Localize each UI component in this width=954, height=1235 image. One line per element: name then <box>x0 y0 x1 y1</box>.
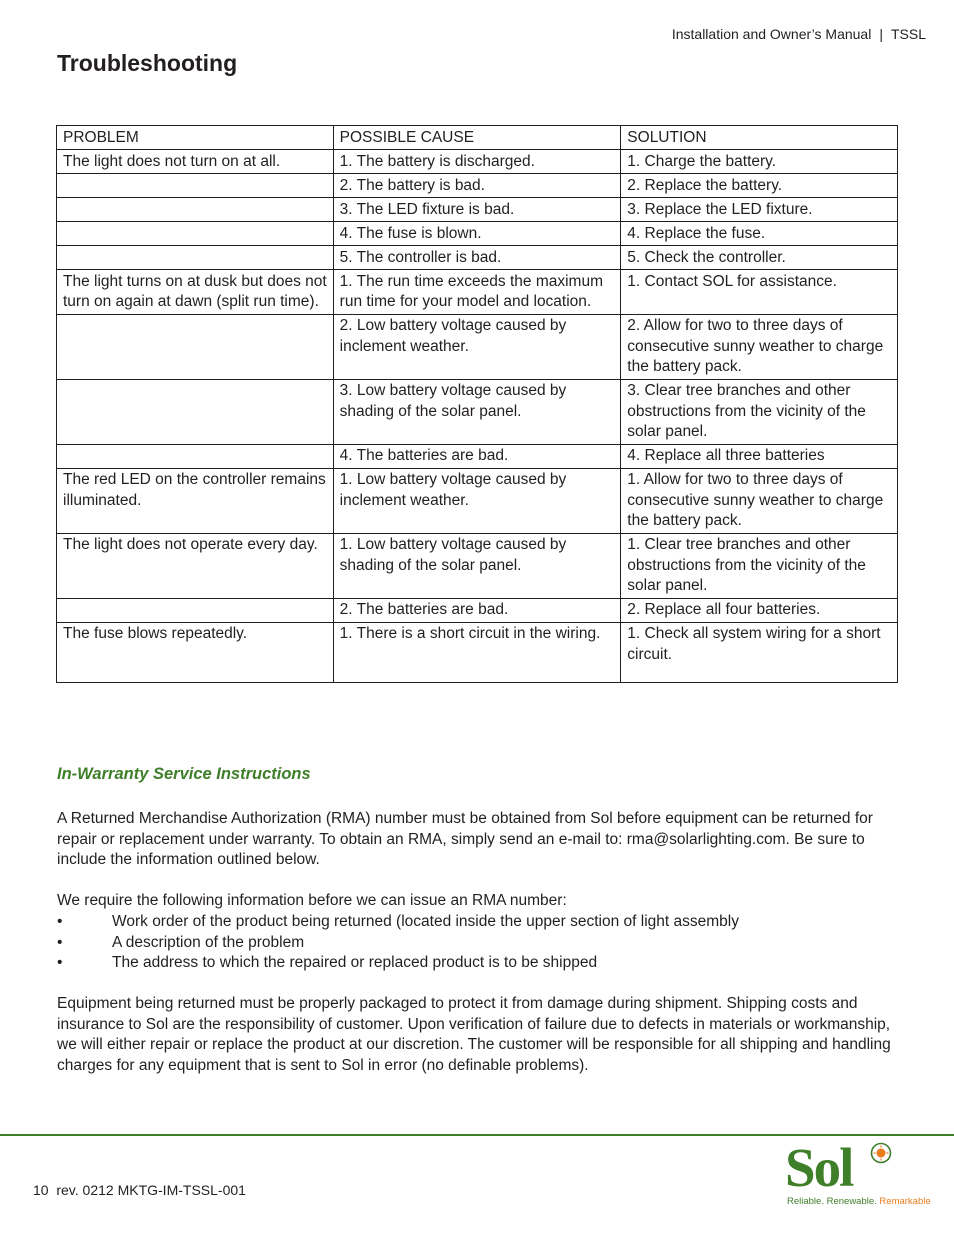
problem-cell <box>57 379 334 444</box>
revision-code: rev. 0212 MKTG-IM-TSSL-001 <box>56 1182 246 1198</box>
cause-cell: 1. Low battery voltage caused by shading of the solar panel. <box>333 533 621 598</box>
table-row <box>57 314 898 379</box>
problem-cell <box>57 246 334 270</box>
solution-cell: 2. Allow for two to three days of consecutive sunny weather to charge the battery pack. <box>621 314 898 379</box>
problem-cell: The light does not operate every day. <box>57 533 334 598</box>
solution-cell: 1. Contact SOL for assistance. <box>621 270 898 315</box>
header-solution: SOLUTION <box>621 126 898 150</box>
cause-cell: 2. The battery is bad. <box>333 174 621 198</box>
list-item <box>57 933 907 954</box>
tagline-accent-text: Remarkable <box>879 1196 931 1207</box>
warranty-intro-paragraph: A Returned Merchandise Authorization (RMA) number must be obtained from Sol before equipment can be returned for repair or replacement under warranty. To obtain an RMA, simply send an e-mail to: rma@solarlighting.com. Be sure to include the information outlined below. <box>57 810 873 869</box>
solution-cell: 1. Check all system wiring for a short circuit. <box>621 622 898 683</box>
table-row <box>57 533 898 598</box>
troubleshooting-table <box>56 125 898 683</box>
tagline-text: Reliable. Renewable. <box>787 1196 880 1207</box>
logo-tagline <box>787 1196 931 1207</box>
table-row <box>57 622 898 683</box>
cause-cell: 4. The fuse is blown. <box>333 222 621 246</box>
cause-cell: 3. The LED fixture is bad. <box>333 198 621 222</box>
list-item <box>57 953 907 974</box>
bullet-icon: • <box>57 933 63 951</box>
list-item-text: The address to which the repaired or replaced product is to be shipped <box>112 954 598 972</box>
solution-cell: 1. Charge the battery. <box>621 150 898 174</box>
header-separator: | <box>879 26 883 42</box>
footer-info <box>33 1182 246 1198</box>
cause-cell: 2. The batteries are bad. <box>333 598 621 622</box>
cause-cell: 4. The batteries are bad. <box>333 444 621 468</box>
table-row <box>57 150 898 174</box>
problem-cell <box>57 598 334 622</box>
page-number: 10 <box>33 1182 49 1198</box>
logo-wordmark: Sol <box>785 1137 853 1198</box>
cause-cell: 1. The run time exceeds the maximum run time for your model and location. <box>333 270 621 315</box>
table-row <box>57 222 898 246</box>
problem-cell: The fuse blows repeatedly. <box>57 622 334 683</box>
problem-cell <box>57 222 334 246</box>
cause-cell: 1. There is a short circuit in the wiring. <box>333 622 621 683</box>
problem-cell: The red LED on the controller remains illuminated. <box>57 468 334 533</box>
header-problem: PROBLEM <box>57 126 334 150</box>
cause-cell: 2. Low battery voltage caused by inclement weather. <box>333 314 621 379</box>
table-row <box>57 198 898 222</box>
solution-cell: 4. Replace the fuse. <box>621 222 898 246</box>
table-header-row <box>57 126 898 150</box>
cause-cell: 3. Low battery voltage caused by shading of the solar panel. <box>333 379 621 444</box>
page-title: Troubleshooting <box>57 50 238 76</box>
problem-cell <box>57 174 334 198</box>
requirements-list <box>57 912 907 974</box>
footer-divider <box>0 1134 954 1136</box>
list-item <box>57 912 907 933</box>
table-row <box>57 379 898 444</box>
list-item-text: Work order of the product being returned (located inside the upper section of light assembly <box>112 913 739 930</box>
table-row <box>57 246 898 270</box>
product-code: TSSL <box>890 26 926 42</box>
table-row <box>57 468 898 533</box>
table-row <box>57 174 898 198</box>
header-possible-cause: POSSIBLE CAUSE <box>333 126 621 150</box>
table-row <box>57 598 898 622</box>
solution-cell: 2. Replace all four batteries. <box>621 598 898 622</box>
solution-cell: 3. Replace the LED fixture. <box>621 198 898 222</box>
solution-cell: 5. Check the controller. <box>621 246 898 270</box>
manual-title: Installation and Owner’s Manual <box>671 26 872 42</box>
solution-cell: 1. Allow for two to three days of consecutive sunny weather to charge the battery pack. <box>621 468 898 533</box>
list-item-text: A description of the problem <box>112 933 305 951</box>
warranty-heading: In-Warranty Service Instructions <box>57 765 311 783</box>
problem-cell <box>57 444 334 468</box>
warranty-closing-paragraph: Equipment being returned must be properly packaged to protect it from damage during shipment. Shipping costs and insurance to Sol are the responsibility of customer. Upon verification of failure due to defects in materials or workmanship, we will either repair or replace the product at our discretion. The customer will be responsible for all shipping and handling charges for any equipment that is sent to Sol in error (no definable problems). <box>57 995 891 1074</box>
problem-cell: The light does not turn on at all. <box>57 150 334 174</box>
problem-cell <box>57 314 334 379</box>
running-header <box>672 26 926 42</box>
solution-cell: 4. Replace all three batteries <box>621 444 898 468</box>
cause-cell: 1. Low battery voltage caused by inclement weather. <box>333 468 621 533</box>
problem-cell <box>57 198 334 222</box>
problem-cell: The light turns on at dusk but does not turn on again at dawn (split run time). <box>57 270 334 315</box>
table-row <box>57 270 898 315</box>
solution-cell: 3. Clear tree branches and other obstructions from the vicinity of the solar panel. <box>621 379 898 444</box>
sun-icon <box>870 1142 892 1164</box>
cause-cell: 1. The battery is discharged. <box>333 150 621 174</box>
sol-logo <box>785 1138 930 1213</box>
bullet-icon: • <box>57 913 63 930</box>
cause-cell: 5. The controller is bad. <box>333 246 621 270</box>
table-row <box>57 444 898 468</box>
solution-cell: 1. Clear tree branches and other obstructions from the vicinity of the solar panel. <box>621 533 898 598</box>
bullet-icon: • <box>57 954 63 972</box>
requirements-lead: We require the following information before we can issue an RMA number: <box>57 892 567 909</box>
solution-cell: 2. Replace the battery. <box>621 174 898 198</box>
